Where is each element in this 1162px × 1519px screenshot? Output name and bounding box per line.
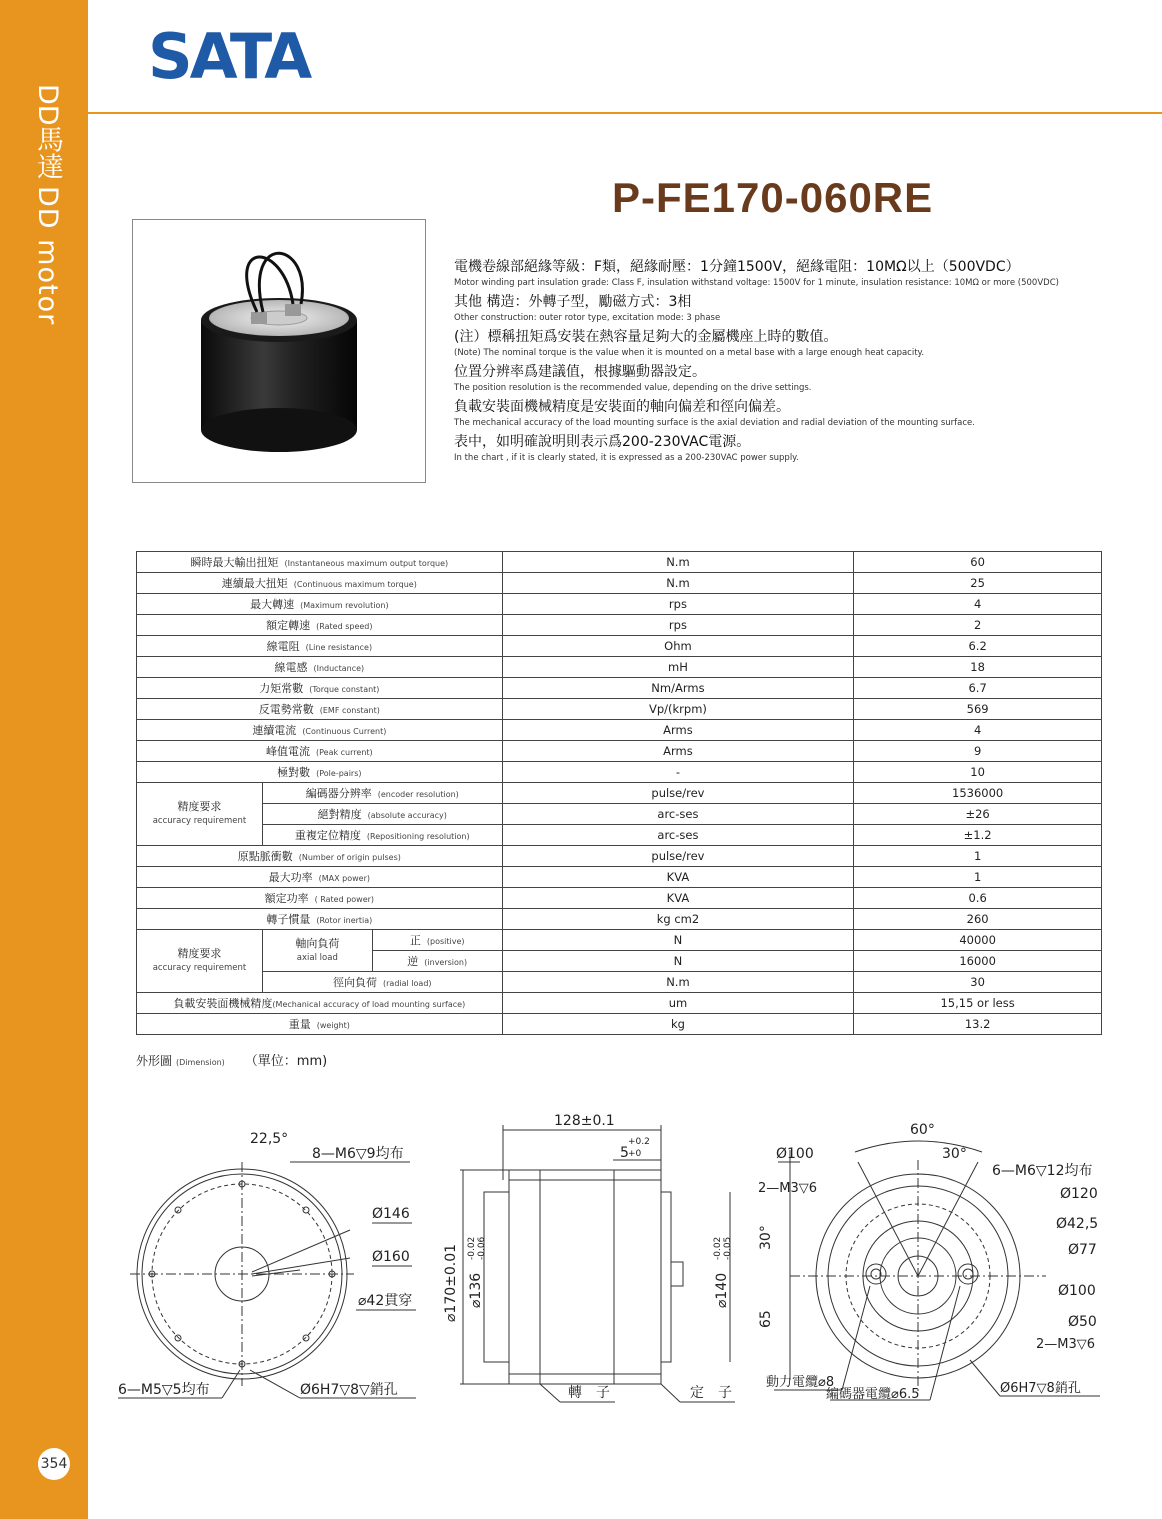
- rear-angle60: 60°: [910, 1122, 935, 1138]
- row-unit: KVA: [502, 888, 854, 909]
- row-value: 10: [854, 762, 1102, 783]
- sata-logo: [148, 24, 318, 84]
- side-offset-tol-up: +0.2: [628, 1137, 650, 1147]
- row-value: 2: [854, 615, 1102, 636]
- row-value: ±1.2: [854, 825, 1102, 846]
- row-label: 極對數 (Pole-pairs): [137, 762, 503, 783]
- sidebar-title: [30, 84, 64, 325]
- row-unit: N.m: [502, 972, 854, 993]
- table-row: [137, 846, 1102, 867]
- row-value: 1536000: [854, 783, 1102, 804]
- row-value: 30: [854, 972, 1102, 993]
- row-value: 1: [854, 867, 1102, 888]
- row-unit: pulse/rev: [502, 783, 854, 804]
- row-unit: Arms: [502, 720, 854, 741]
- row-value: 260: [854, 909, 1102, 930]
- rear-holes: 6—M6▽12均布: [992, 1163, 1093, 1179]
- row-label: 力矩常數 (Torque constant): [137, 678, 503, 699]
- front-holes-top: 8—M6▽9均布: [312, 1146, 404, 1162]
- table-row: [137, 594, 1102, 615]
- table-row: [137, 720, 1102, 741]
- side-offset-tol-dn: +0: [628, 1149, 642, 1159]
- side-rotor: 轉 子: [568, 1385, 610, 1401]
- side-d136-tol-dn: -0.06: [477, 1236, 487, 1260]
- row-label: 負載安裝面機械精度(Mechanical accuracy of load mounting surface): [137, 993, 503, 1014]
- note-zh: (注）標稱扭矩爲安裝在熱容量足夠大的金屬機座上時的數值。: [454, 329, 838, 345]
- row-label: 瞬時最大輸出扭矩 (Instantaneous maximum output torque): [137, 552, 503, 573]
- side-d140-tol-up: -0.02: [713, 1236, 723, 1260]
- header-divider: [88, 112, 1162, 114]
- front-holes-bottom: 6—M5▽5均布: [118, 1382, 210, 1398]
- side-d170: ⌀170±0.01: [443, 1243, 459, 1322]
- row-label: 線電阻 (Line resistance): [137, 636, 503, 657]
- row-unit: Ohm: [502, 636, 854, 657]
- row-unit: arc-ses: [502, 825, 854, 846]
- table-row: [137, 1014, 1102, 1035]
- row-value: 4: [854, 720, 1102, 741]
- note-item: [454, 258, 1154, 290]
- row-label: 轉子慣量 (Rotor inertia): [137, 909, 503, 930]
- row-value: 13.2: [854, 1014, 1102, 1035]
- rear-encoder-cable: 編碼器電纜⌀6.5: [826, 1387, 920, 1402]
- row-unit: arc-ses: [502, 804, 854, 825]
- row-label: 線電感 (Inductance): [137, 657, 503, 678]
- table-row: [137, 993, 1102, 1014]
- row-unit: kg: [502, 1014, 854, 1035]
- front-view: [118, 1162, 416, 1398]
- group-label: 精度要求 accuracy requirement: [137, 930, 263, 993]
- note-zh: 電機卷線部絕緣等級：F類，絕緣耐壓：1分鐘1500V，絕緣電阻：10MΩ以上（500VDC）: [454, 259, 1020, 275]
- note-en: Other construction: outer rotor type, excitation mode: 3 phase: [454, 313, 721, 323]
- row-label: 重量 (weight): [137, 1014, 503, 1035]
- rear-d50: Ø50: [1068, 1314, 1097, 1330]
- rear-m3b: 2—M3▽6: [1036, 1337, 1096, 1352]
- row-label: 絕對精度 (absolute accuracy): [262, 804, 502, 825]
- row-unit: um: [502, 993, 854, 1014]
- product-photo: [132, 219, 426, 483]
- rear-angle30v: 30°: [758, 1225, 774, 1250]
- side-d136-tol-up: -0.02: [467, 1236, 477, 1260]
- row-value: 6.2: [854, 636, 1102, 657]
- note-item: [454, 328, 1154, 360]
- row-unit: pulse/rev: [502, 846, 854, 867]
- row-unit: N: [502, 951, 854, 972]
- side-offset: 5: [620, 1145, 629, 1161]
- side-d140-tol-dn: -0.05: [723, 1236, 733, 1260]
- side-view: [460, 1125, 735, 1402]
- row-value: 4: [854, 594, 1102, 615]
- spec-notes: [454, 258, 1154, 468]
- row-value: 0.6: [854, 888, 1102, 909]
- table-row: [137, 783, 1102, 804]
- table-row: [137, 972, 1102, 993]
- table-row: [137, 909, 1102, 930]
- row-value: ±26: [854, 804, 1102, 825]
- note-item: [454, 363, 1154, 395]
- note-en: Motor winding part insulation grade: Class F, insulation withstand voltage: 1500V for 1 minute, insulation resistance: 10MΩ or more (500VDC): [454, 278, 1059, 288]
- table-row: [137, 636, 1102, 657]
- front-angle: 22,5°: [250, 1131, 289, 1147]
- note-zh: 位置分辨率爲建議值，根據驅動器設定。: [454, 364, 706, 380]
- sidebar-title-zh: DD馬達: [32, 84, 63, 180]
- note-item: [454, 398, 1154, 430]
- row-label: 連續電流 (Continuous Current): [137, 720, 503, 741]
- table-row: [137, 657, 1102, 678]
- page-number: 354: [38, 1448, 70, 1480]
- row-unit: N.m: [502, 573, 854, 594]
- table-row: [137, 825, 1102, 846]
- rear-power-cable: 動力電纜⌀8: [766, 1375, 835, 1390]
- logo-text: SATA: [148, 24, 310, 84]
- note-en: The position resolution is the recommended value, depending on the drive settings.: [454, 383, 812, 393]
- row-label: 正 (positive): [372, 930, 502, 951]
- row-unit: rps: [502, 615, 854, 636]
- row-value: 15,15 or less: [854, 993, 1102, 1014]
- row-label: 反電勢常數 (EMF constant): [137, 699, 503, 720]
- row-unit: -: [502, 762, 854, 783]
- rear-d100b: Ø100: [1058, 1283, 1096, 1299]
- row-unit: Nm/Arms: [502, 678, 854, 699]
- table-row: [137, 552, 1102, 573]
- front-d42: ⌀42貫穿: [358, 1293, 413, 1309]
- front-pin: Ø6H7▽8▽銷孔: [300, 1382, 398, 1398]
- rear-d120: Ø120: [1060, 1186, 1098, 1202]
- row-value: 9: [854, 741, 1102, 762]
- row-label: 逆 (inversion): [372, 951, 502, 972]
- spec-table: [136, 551, 1102, 1035]
- table-row: [137, 930, 1102, 951]
- row-unit: rps: [502, 594, 854, 615]
- table-row: [137, 888, 1102, 909]
- side-d140: ⌀140: [714, 1272, 730, 1308]
- sidebar-title-en: DD motor: [32, 185, 63, 325]
- table-row: [137, 615, 1102, 636]
- row-label: 最大轉速 (Maximum revolution): [137, 594, 503, 615]
- row-unit: kg cm2: [502, 909, 854, 930]
- row-label: 最大功率 (MAX power): [137, 867, 503, 888]
- row-value: 18: [854, 657, 1102, 678]
- row-unit: Arms: [502, 741, 854, 762]
- model-title: P-FE170-060RE: [612, 174, 934, 221]
- row-unit: KVA: [502, 867, 854, 888]
- row-label: 重複定位精度 (Repositioning resolution): [262, 825, 502, 846]
- row-value: 25: [854, 573, 1102, 594]
- row-value: 569: [854, 699, 1102, 720]
- table-row: [137, 762, 1102, 783]
- rear-d42: Ø42,5: [1056, 1216, 1099, 1232]
- side-d136: ⌀136: [468, 1272, 484, 1308]
- group-label: 精度要求 accuracy requirement: [137, 783, 263, 846]
- row-value: 1: [854, 846, 1102, 867]
- dimension-label: 外形圖 (Dimension) （單位：mm): [136, 1054, 328, 1069]
- row-label: 連續最大扭矩 (Continuous maximum torque): [137, 573, 503, 594]
- rear-angle30: 30°: [942, 1146, 967, 1162]
- rear-view: [774, 1141, 1100, 1400]
- row-label: 編碼器分辨率 (encoder resolution): [262, 783, 502, 804]
- front-d146: Ø146: [372, 1206, 410, 1222]
- row-unit: N.m: [502, 552, 854, 573]
- row-value: 40000: [854, 930, 1102, 951]
- row-label: 峰值電流 (Peak current): [137, 741, 503, 762]
- row-unit: N: [502, 930, 854, 951]
- rear-pin: Ø6H7▽8銷孔: [1000, 1381, 1081, 1396]
- row-unit: mH: [502, 657, 854, 678]
- note-en: In the chart , if it is clearly stated, it is expressed as a 200-230VAC power supply.: [454, 453, 799, 463]
- motor-photo-illustration: [133, 220, 425, 482]
- row-unit: Vp/(krpm): [502, 699, 854, 720]
- side-stator: 定 子: [690, 1385, 732, 1401]
- table-row: [137, 867, 1102, 888]
- front-d160: Ø160: [372, 1249, 410, 1265]
- note-zh: 表中，如明確說明則表示爲200-230VAC電源。: [454, 434, 751, 450]
- table-row: [137, 573, 1102, 594]
- table-row: [137, 804, 1102, 825]
- row-label: 徑向負荷 (radial load): [262, 972, 502, 993]
- note-en: (Note) The nominal torque is the value when it is mounted on a metal base with a large enough heat capacity.: [454, 348, 925, 358]
- rear-d100a: Ø100: [776, 1146, 814, 1162]
- rear-h65: 65: [758, 1310, 774, 1328]
- note-zh: 負載安裝面機械精度是安裝面的軸向偏差和徑向偏差。: [454, 399, 790, 415]
- row-value: 60: [854, 552, 1102, 573]
- row-label: 額定轉速 (Rated speed): [137, 615, 503, 636]
- axial-load-label: 軸向負荷 axial load: [262, 930, 372, 972]
- table-row: [137, 678, 1102, 699]
- row-value: 16000: [854, 951, 1102, 972]
- note-en: The mechanical accuracy of the load mounting surface is the axial deviation and radial deviation of the mounting surface.: [454, 418, 975, 428]
- table-row: [137, 741, 1102, 762]
- note-item: [454, 433, 1154, 465]
- rear-m3a: 2—M3▽6: [758, 1181, 818, 1196]
- dimension-drawings: [0, 1100, 1162, 1420]
- table-row: [137, 699, 1102, 720]
- note-item: [454, 293, 1154, 325]
- row-label: 額定功率 ( Rated power): [137, 888, 503, 909]
- row-label: 原點脈衝數 (Number of origin pulses): [137, 846, 503, 867]
- rear-d77: Ø77: [1068, 1242, 1097, 1258]
- side-length: 128±0.1: [554, 1113, 615, 1129]
- note-zh: 其他 構造：外轉子型，勵磁方式：3相: [454, 294, 692, 310]
- row-value: 6.7: [854, 678, 1102, 699]
